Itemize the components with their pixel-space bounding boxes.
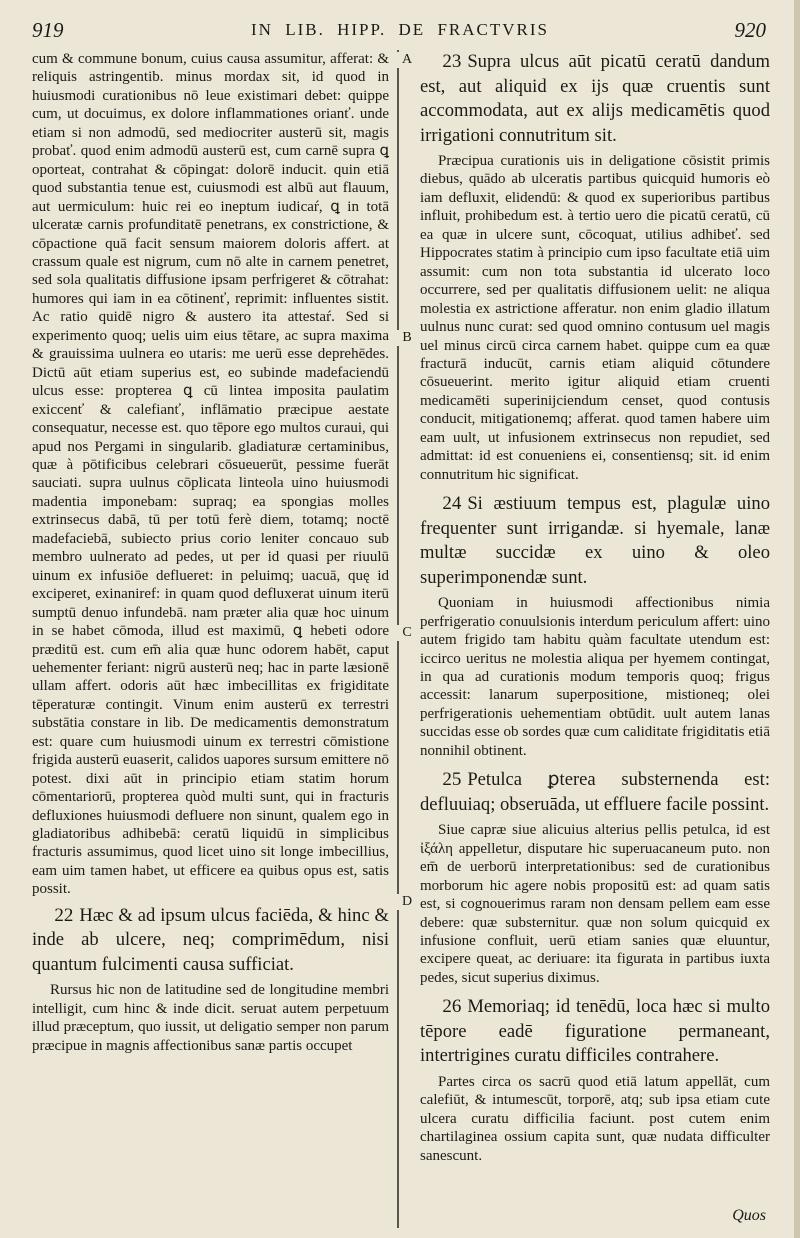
page-number-left: 919 (32, 18, 64, 42)
margin-letters (395, 0, 419, 1238)
catchword: Quos (732, 1207, 766, 1224)
margin-letter-d: D (395, 894, 419, 910)
aphorism-24 (420, 492, 770, 590)
aphorism-25 (420, 768, 770, 817)
page-number-right: 920 (734, 18, 766, 42)
aphorism-number: 25 (442, 769, 462, 791)
page-edge (794, 0, 800, 1238)
commentary-paragraph: Rursus hic non de latitudine sed de longitudine membri intelligit, cum hinc & inde dicit. seruat autem perpetuum illud præceptum, quo iussit, ut deligatio semper non parum præcipue in magnis affectionibus sanæ partis occupet (32, 982, 389, 1054)
margin-letter-b: B (395, 330, 419, 346)
aphorism-text: Memoriaq; id tenēdū, loca hæc si multo tēpore eadē figuratione permaneant, intertrigines curatu difficiles contrahere. (420, 996, 770, 1067)
aphorism-number: 23 (442, 51, 462, 72)
aphorism-22 (32, 904, 389, 978)
aphorism-text: Si æstiuum tempus est, plagulæ uino frequenter sunt irrigandæ. si hyemale, lanæ multæ succidæ ex uino & oleo superimponendæ sunt. (420, 493, 770, 588)
left-column (32, 50, 389, 1055)
aphorism-text: Petulca ꝑterea substernenda est: defluuiaq; obseruāda, ut effluere facile possint. (420, 769, 770, 815)
right-column (420, 50, 770, 1165)
aphorism-number: 22 (54, 904, 74, 926)
commentary-paragraph: Quoniam in huiusmodi affectionibus nimia perfrigeratio conuulsionis interdum periculum affert: uino autem frigido tam habitu quàm facultate utendum est: iccirco ueritus ne molestia aliqua per hyemem contingat, in qua ad curationis modum temporis quoq; frigus accessit: lanarum superpositione, mistioneq; olei perfrigerationis uehementiam obtūdit. uult autem lanas succidas esse ob sordes quæ cum caliditate frigiditatis etiā nonnihil obtinent. (420, 595, 770, 759)
aphorism-26 (420, 995, 770, 1069)
aphorism-number: 24 (442, 493, 462, 515)
margin-letter-a: A (395, 52, 419, 68)
commentary-paragraph: Partes circa os sacrū quod etiā latum appellāt, cum calefiūt, & intumescūt, torporē, atq; sub ipsa etiam cute ulcera curatu difficilia faciunt. post cutem enim chartilaginea ossium capita sunt, quæ nudata difficulter sanescunt. (420, 1073, 770, 1164)
aphorism-23 (420, 50, 770, 148)
commentary-paragraph: cum & commune bonum, cuius causa assumitur, afferat: & reliquis astringentib. minus mordax sit, id quod in huiusmodi curationibus nō leue existimari debet: quippe cum, ut docuimus, ex dolore inflammationes orianť. unde etiam si non admodū, sed mediocriter austerū sit, magis probať. quod enim admodū austerū est, cum carnē supra ꝗ oporteat, contrahat & cōpingat: dolorē inducit. quin etiā quod substantia tenue est, cuiusmodi est albū aut flauum, aut uermiculum: huic rei eo ineptum iudicaŕ, ꝗ in totā ulceratæ carnis profunditatē penetrans, ex constrictione, & cōpactione quā facit sensum maiorem doloris affert. at crassum quale est nigrum, cum nō alte in carnem penetret, sed sola qualitatis diffusione ipsam perfrigeret & cōtrahat: humores qui iam in ea cōtinenť, reprimit: influentes sistit. Ac ratio quidē nigro & austero ita attestaŕ. Sed si experimento quoq; uelis uim eius tētare, ac supra maxima & grauissima uulnera eo utaris: me uerū esse deprehēdes. Dictū aūt etiam superius est, eo subinde madefaciendū ulcus esse: propterea ꝗ cū lintea imposita paulatim exiccenť & calefianť, inflāmatio præcipue aestate consequatur, necesse est. quo tēpore ego multos curaui, qui apud nos Pergami in singularib. gladiaturæ certaminibus, quæ à pōtificibus celebrari cōsueuerūt, pessime fuerāt sauciati. supra uulnus cōplicata linteola uino huiusmodi madentia imponebam: supraq; ea spongias molles extrinsecus dabā, tū per totū ferè diem, totamq; noctē madefaciebā, subiecto prius corio leniter concauo sub membro uulnerato ad pedes, ut per id quasi per riuulū uinum ex infusiōe deflueret: in peluimq; uacuā, quę id exciperet, exinaniref: in quam quod defluxerat uinum iterū sumptū denuo infundebā. nam præter alia quæ hoc uinum in se habet cōmoda, illud est maximū, ꝗ hebeti odore præditū est. cum em̄ alia quæ hunc odorem habēt, caput uehementer feriant: nigrū austerū neq; hac in parte læsionē ullam affert. odoris aūt hæc imbecillitas ex frigiditate tēperaturæ contingit. Vinum enim austerū ex terrestri substātia constare in lib. De medicamentis demonstratum est: quare cum huiusmodi uinum ex terrestri cōmistione frigida austerū euaserit, calidos uapores sursum emittere nō potest. dixi aūt in principio etiam statim horum cōmentariorū, propterea quòd multi sunt, qui in fracturis defluxiones huiusmodi defluere non sinunt, qualem ego in gladiatoribus adhibebā: ceratū liquidū in simplicibus fracturis assumimus, quod licet uino sit longe imbecillius, eam uim tamen habet, ut efficere ea quibus opus est, satis possit. (32, 51, 389, 898)
commentary-paragraph: Siue capræ siue alicuius alterius pellis petulca, id est ἰξάλη appelletur, disputare hic superuacaneum puto. non em̄ de uerborū interpretationibus: sed de curationibus morborum hic agere nobis propositū est: ad quam satis est, si cognouerimus raram non densam pellem eam esse debere: quæ substernitur. quæ non solum quicquid ex infusione confluit, uerū etiam sanies quæ eluuntur, excipere queat, ac deriuare: ita figurata in partibus iuxta pedes, sicut superius diximus. (420, 822, 770, 986)
commentary-paragraph: Præcipua curationis uis in deligatione cōsistit primis diebus, quādo ab ulceratis partibus quicquid humoris eò iam defluxit, elidendū: & quod ex superioribus partibus influit, prohibedum est. à tertio uero die picatū ceratū, cū ea quæ in ulcere sunt, cōcoquat, utilius adhibeť. sed Hippocrates statim à principio cum ipso facultate etiā uim assumit: cum non tota substantia id ulcerato loco occurrere, sed per qualitatis diffusionem uelit: ne aliqua molestia ex astrictione afferatur. non enim gladio illatum uulnus nunc curat: sed quod omnino contusum uel magis uel minus circū circa carnem habet. quippe cum ea quæ fracturā inducūt, carnis etiam aliquid cōtundere cōsueuerint. merito igitur aliquid etiam cruenti medicamēti superinijciendum censet, quod contusis conducit, mitigationemq; afferat. quod tamen habere uim eam uult, ut infusionem extrinsecus non repudiet, sed admittat: id est conueniens ei, consentiensq; sit. id enim connutritum hic significat. (420, 153, 770, 483)
aphorism-text: Hæc & ad ipsum ulcus faciēda, & hinc & inde ab ulcere, neq; comprimēdum, nisi quantum fulcimenti causa sufficiat. (32, 904, 389, 975)
running-title: IN LIB. HIPP. DE FRACTVRIS (251, 20, 549, 39)
margin-letter-c: C (395, 625, 419, 641)
aphorism-text: Supra ulcus aūt picatū ceratū dandum est, aut aliquid ex ijs quæ cruentis sunt accommodata, aut ex alijs medicamētis quod irrigationi connutritum sit. (420, 51, 770, 146)
aphorism-number: 26 (442, 996, 462, 1018)
